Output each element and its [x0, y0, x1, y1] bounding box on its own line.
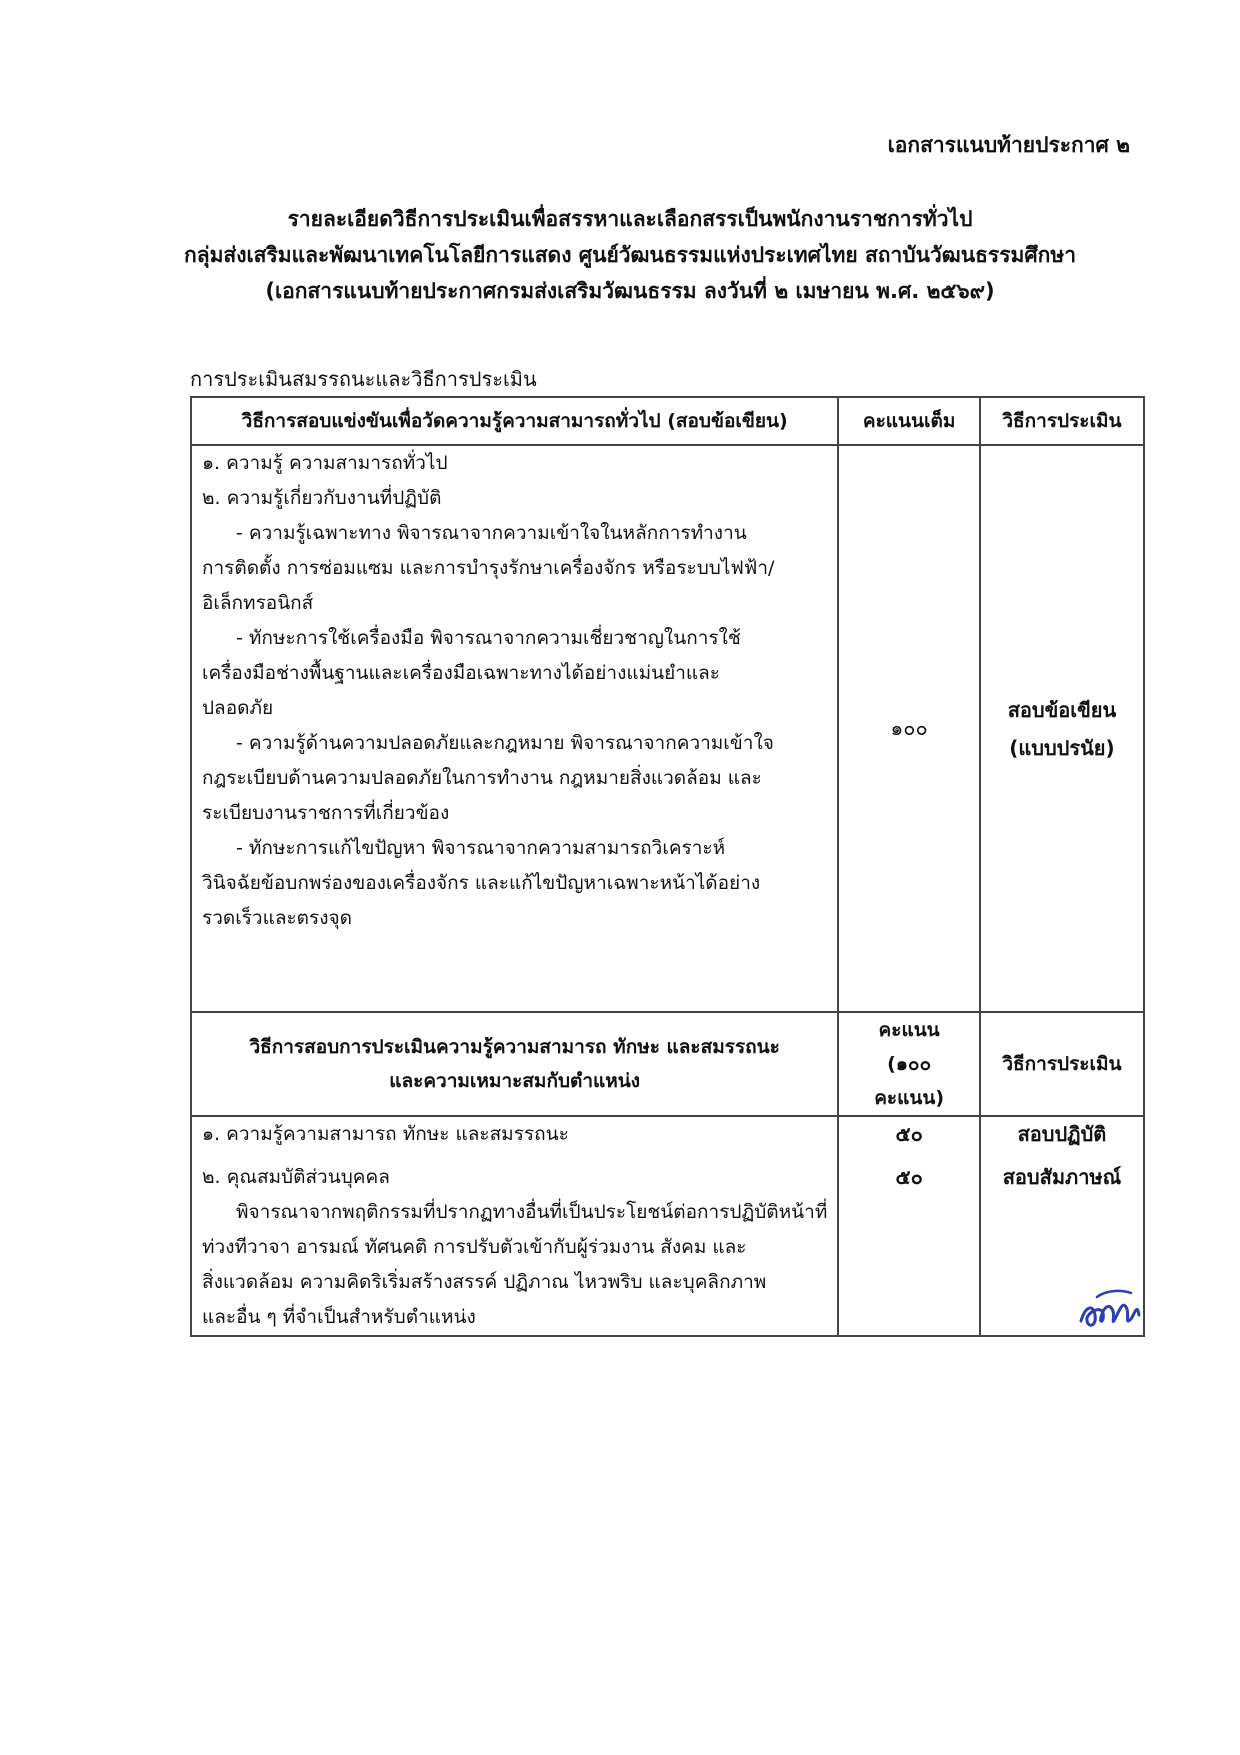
- assessment-item-2-detail: ท่วงทีวาจา อารมณ์ ทัศนคติ การปรับตัวเข้ากับผู้ร่วมงาน สังคม และ: [202, 1236, 747, 1258]
- table1-header-method: วิธีการประเมิน: [980, 397, 1144, 445]
- table2-body-row: [191, 1116, 1144, 1336]
- title-line-3: [140, 273, 1120, 309]
- knowledge-subitem-line: - ทักษะการแก้ไขปัญหา พิจารณาจากความสามารถวิเคราะห์: [236, 837, 726, 859]
- table1-header-row: [191, 397, 1144, 445]
- table2-header-row: [191, 1012, 1144, 1116]
- knowledge-item-1: ๑. ความรู้ ความสามารถทั่วไป: [202, 452, 448, 474]
- table1-header-score: คะแนนเต็ม: [838, 397, 980, 445]
- title-line-1: รายละเอียดวิธีการประเมินเพื่อสรรหาและเลือกสรรเป็นพนักงานราชการทั่วไป: [287, 207, 973, 231]
- item-1-score: ๕๐: [895, 1122, 923, 1146]
- table2-score-cell: [838, 1116, 980, 1336]
- full-score-value: ๑๐๐: [890, 715, 928, 740]
- written-exam-label: สอบข้อเขียน: [1007, 697, 1117, 722]
- table2-header-description-line-1: วิธีการสอบการประเมินความรู้ความสามารถ ทักษะ และสมรรถนะ: [249, 1036, 780, 1058]
- knowledge-subitem-line: วินิจฉัยข้อบกพร่องของเครื่องจักร และแก้ไขปัญหาเฉพาะหน้าได้อย่าง: [202, 872, 761, 894]
- document-title: [140, 201, 1120, 309]
- table1-description-cell: [191, 445, 838, 1012]
- table2-description-cell: [191, 1116, 838, 1336]
- practical-exam-label: สอบปฏิบัติ: [1017, 1122, 1107, 1146]
- section-heading: การประเมินสมรรถนะและวิธีการประเมิน: [190, 367, 537, 391]
- assessment-item-1: ๑. ความรู้ความสามารถ ทักษะ และสมรรถนะ: [202, 1123, 569, 1145]
- written-exam-type: (แบบปรนัย): [1009, 735, 1115, 760]
- knowledge-subitem-line: รวดเร็วและตรงจุด: [202, 907, 352, 929]
- knowledge-subitem-line: - ความรู้ด้านความปลอดภัยและกฎหมาย พิจารณาจากความเข้าใจ: [236, 732, 774, 754]
- table2-header-score: [838, 1012, 980, 1116]
- table2-header-method: วิธีการประเมิน: [980, 1012, 1144, 1116]
- title-line-3-prefix: (เอกสารแนบท้ายประกาศกรมส่งเสริมวัฒนธรรม ลงวันที่: [265, 279, 768, 303]
- assessment-item-2-detail: พิจารณาจากพฤติกรรมที่ปรากฏทางอื่นที่เป็นประโยชน์ต่อการปฏิบัติหน้าที่: [236, 1201, 828, 1223]
- table1-score-cell: [838, 445, 980, 1012]
- table2-header-score-line-1: คะแนน: [878, 1019, 940, 1041]
- knowledge-subitem-line: ปลอดภัย: [202, 697, 274, 719]
- knowledge-subitem-line: เครื่องมือช่างพื้นฐานและเครื่องมือเฉพาะทางได้อย่างแม่นยำและ: [202, 662, 721, 684]
- title-line-2: กลุ่มส่งเสริมและพัฒนาเทคโนโลยีการแสดง ศูนย์วัฒนธรรมแห่งประเทศไทย สถาบันวัฒนธรรมศึกษา: [184, 243, 1076, 267]
- signature-icon: [1075, 1285, 1145, 1333]
- table1-body-row: [191, 445, 1144, 1012]
- table1-header-description: วิธีการสอบแข่งขันเพื่อวัดความรู้ความสามารถทั่วไป (สอบข้อเขียน): [191, 397, 838, 445]
- table2-header-description-line-2: และความเหมาะสมกับตำแหน่ง: [389, 1070, 641, 1092]
- knowledge-subitem-line: ระเบียบงานราชการที่เกี่ยวข้อง: [202, 802, 450, 824]
- interview-label: สอบสัมภาษณ์: [1002, 1165, 1122, 1189]
- table1-method-cell: [980, 445, 1144, 1012]
- knowledge-subitem-line: การติดตั้ง การซ่อมแซม และการบำรุงรักษาเครื่องจักร หรือระบบไฟฟ้า/: [202, 557, 775, 579]
- assessment-item-2-detail: และอื่น ๆ ที่จำเป็นสำหรับตำแหน่ง: [202, 1306, 476, 1328]
- assessment-item-2-detail: สิ่งแวดล้อม ความคิดริเริ่มสร้างสรรค์ ปฏิภาณ ไหวพริบ และบุคลิกภาพ: [202, 1271, 767, 1293]
- assessment-table: [190, 396, 1145, 1337]
- knowledge-subitem-line: - ทักษะการใช้เครื่องมือ พิจารณาจากความเชี่ยวชาญในการใช้: [236, 627, 741, 649]
- table2-header-description: [191, 1012, 838, 1116]
- knowledge-item-2: ๒. ความรู้เกี่ยวกับงานที่ปฏิบัติ: [202, 487, 442, 509]
- announcement-day: ๒: [774, 279, 789, 303]
- title-line-3-suffix: เมษายน พ.ศ. ๒๕๖๙): [795, 279, 995, 303]
- assessment-item-2: ๒. คุณสมบัติส่วนบุคคล: [202, 1166, 390, 1188]
- item-2-score: ๕๐: [895, 1165, 923, 1189]
- knowledge-subitem-line: อิเล็กทรอนิกส์: [202, 592, 314, 614]
- table2-header-score-line-2: (๑๐๐ คะแนน): [874, 1053, 945, 1109]
- attachment-reference: เอกสารแนบท้ายประกาศ ๒: [887, 133, 1130, 157]
- knowledge-subitem-line: - ความรู้เฉพาะทาง พิจารณาจากความเข้าใจในหลักการทำงาน: [236, 522, 747, 544]
- knowledge-subitem-line: กฎระเบียบด้านความปลอดภัยในการทำงาน กฎหมายสิ่งแวดล้อม และ: [202, 767, 762, 789]
